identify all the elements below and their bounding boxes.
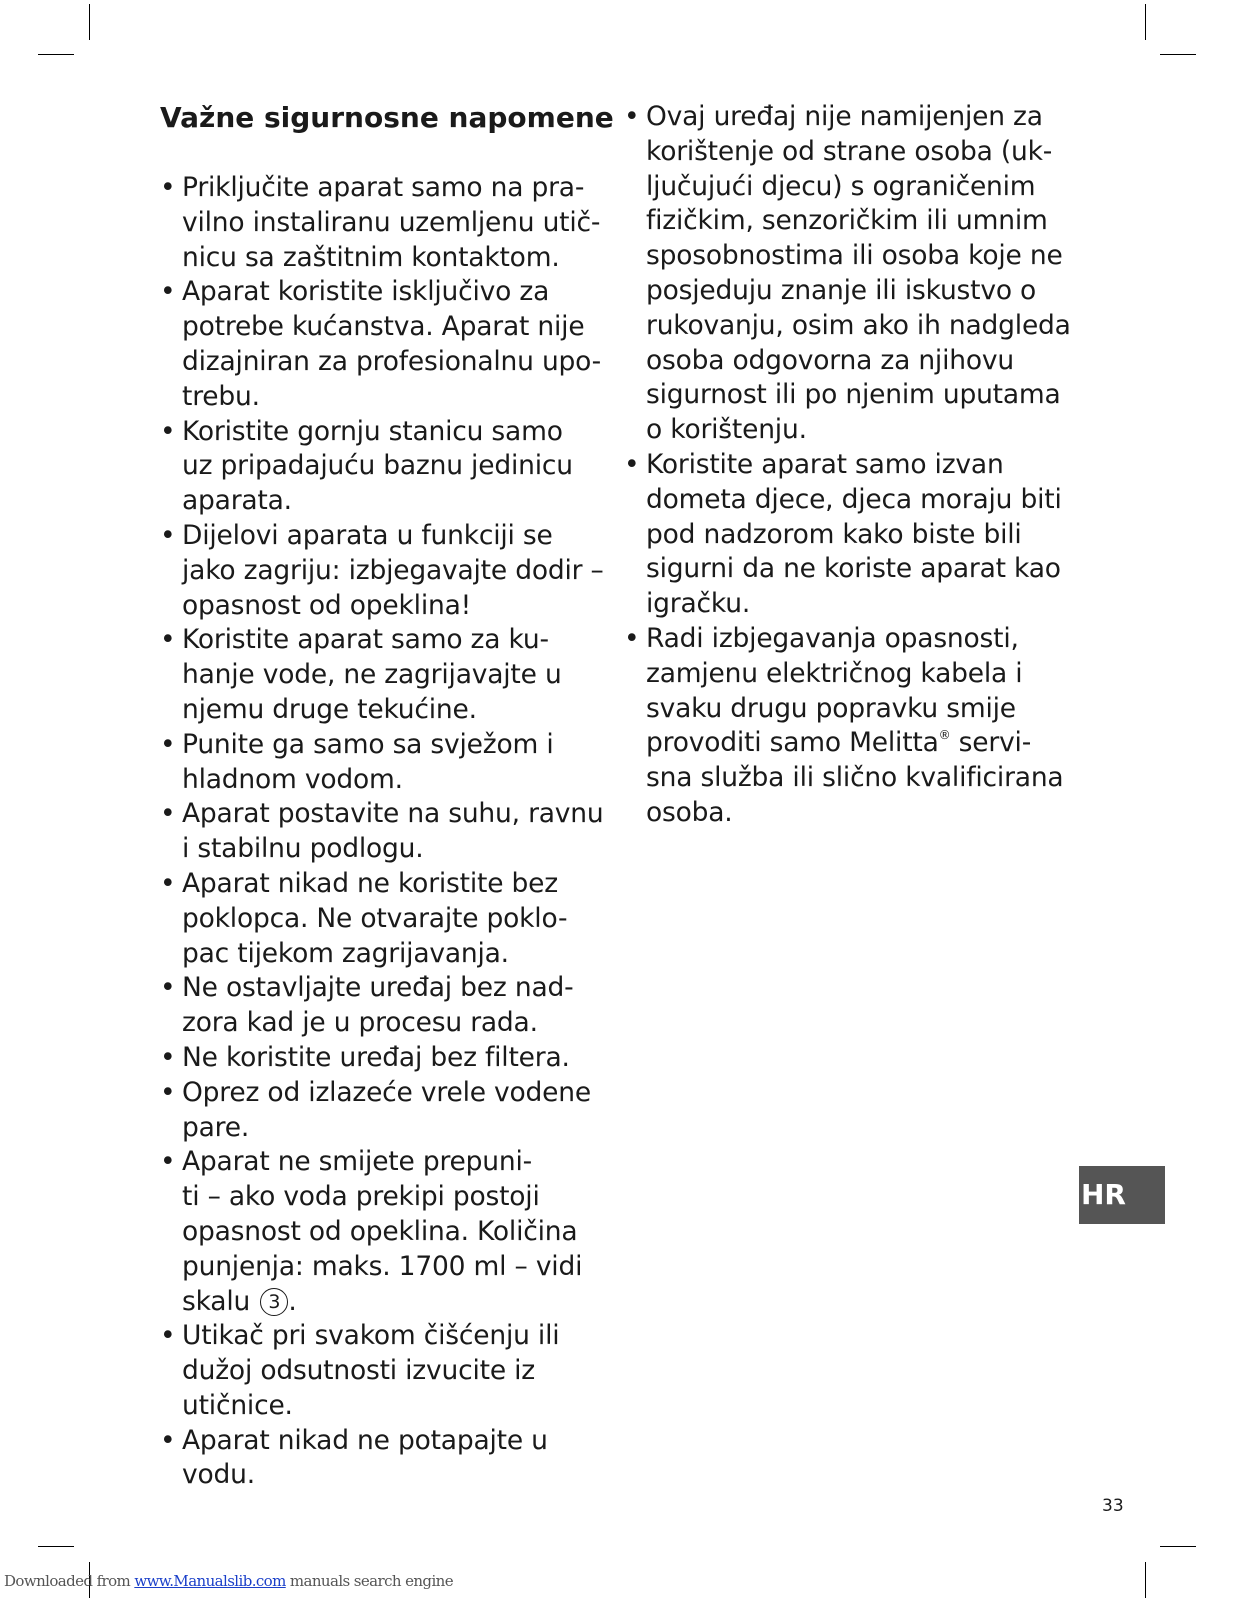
- bullet: •: [160, 624, 176, 656]
- bullet: •: [160, 1076, 176, 1108]
- download-footer: Downloaded from www.Manualslib.com manuals search engine: [4, 1572, 453, 1590]
- crop-mark-bottom-right-v: [1145, 1562, 1146, 1598]
- bullet: •: [160, 798, 176, 830]
- list-item-service: • Radi izbjegavanja opasnosti, zamjenu električnog kabela i svaku drugu popravku smije provoditi samo Melitta® servi- sna služba ili slično kvalificirana osoba.: [624, 622, 1064, 828]
- list-item: • Aparat koristite isključivo za potrebe kućanstva. Aparat nije dizajniran za profesionalnu upo- trebu.: [160, 276, 602, 412]
- list-item: • Ne ostavljajte uređaj bez nad- zora kad je u procesu rada.: [160, 972, 574, 1039]
- safety-list-left: [160, 171, 605, 1493]
- bullet: •: [160, 1041, 176, 1073]
- list-item: • Priključite aparat samo na pra- vilno instaliranu uzemljenu utič- nicu sa zaštitnim kontaktom.: [160, 172, 601, 273]
- manualslib-link[interactable]: www.Manualslib.com: [134, 1572, 286, 1590]
- list-item: • Ovaj uređaj nije namijenjen za korištenje od strane osoba (uk- ljučujući djecu) s ograničenim fizičkim, senzoričkim ili umnim sposobnostima ili osoba koje ne posjeduju znanje ili iskustvo o rukovanju, osim ako ih nadgleda osoba odgovorna za njihovu sigurnost ili po njenim uputama o korištenju.: [624, 101, 1071, 446]
- right-column: [624, 100, 1084, 831]
- list-item: • Aparat nikad ne koristite bez poklopca. Ne otvarajte poklo- pac tijekom zagrijavanja.: [160, 867, 568, 969]
- bullet: •: [160, 972, 176, 1004]
- language-tab: HR: [1079, 1166, 1165, 1224]
- list-item: • Koristite gornju stanicu samo uz pripadajuću baznu jedinicu aparata.: [160, 415, 573, 517]
- crop-mark-top-left-v: [89, 4, 90, 40]
- list-item: • Ne koristite uređaj bez filtera.: [160, 1041, 622, 1076]
- list-item: • Aparat postavite na suhu, ravnu i stabilnu podlogu.: [160, 798, 604, 865]
- crop-mark-bottom-left-h: [38, 1546, 74, 1547]
- list-item: • Dijelovi aparata u funkciji se jako zagriju: izbjegavajte dodir – opasnost od opeklina!: [160, 519, 604, 621]
- bullet: •: [160, 172, 176, 203]
- list-item: • Aparat nikad ne potapajte u vodu.: [160, 1424, 548, 1491]
- bullet: •: [624, 448, 640, 480]
- page-number: 33: [1102, 1496, 1124, 1516]
- left-column: [160, 100, 614, 1493]
- list-item-fill-level: • Aparat ne smijete prepuni- ti – ako voda prekipi postoji opasnost od opeklina. Količina punjenja: maks. 1700 ml – vidi skalu 3 .: [160, 1146, 583, 1317]
- bullet: •: [624, 622, 640, 654]
- bullet: •: [160, 1424, 176, 1456]
- registered-mark: ®: [938, 728, 951, 743]
- section-heading: Važne sigurnosne napomene: [160, 101, 614, 134]
- bullet: •: [160, 867, 176, 899]
- list-item: • Oprez od izlazeće vrele vodene pare.: [160, 1076, 591, 1143]
- list-item: • Koristite aparat samo izvan dometa djece, djeca moraju biti pod nadzorom kako biste bili sigurni da ne koriste aparat kao igračku.: [624, 448, 1062, 620]
- list-item: • Koristite aparat samo za ku- hanje vode, ne zagrijavajte u njemu druge tekućine.: [160, 624, 562, 725]
- crop-mark-bottom-right-h: [1160, 1546, 1196, 1547]
- bullet: •: [160, 415, 176, 447]
- list-item: • Punite ga samo sa svježom i hladnom vodom.: [160, 728, 554, 795]
- bullet: •: [160, 1320, 176, 1352]
- bullet: •: [160, 519, 176, 551]
- list-item: • Utikač pri svakom čišćenju ili dužoj odsutnosti izvucite iz utičnice.: [160, 1320, 560, 1421]
- crop-mark-top-right-v: [1145, 4, 1146, 40]
- bullet: •: [160, 276, 176, 308]
- crop-mark-top-right-h: [1160, 54, 1196, 55]
- bullet: •: [624, 101, 640, 132]
- circled-number-ref: 3: [260, 1288, 288, 1316]
- crop-mark-top-left-h: [38, 54, 74, 55]
- bullet: •: [160, 728, 176, 760]
- bullet: •: [160, 1146, 176, 1178]
- safety-list-right: [624, 100, 1084, 831]
